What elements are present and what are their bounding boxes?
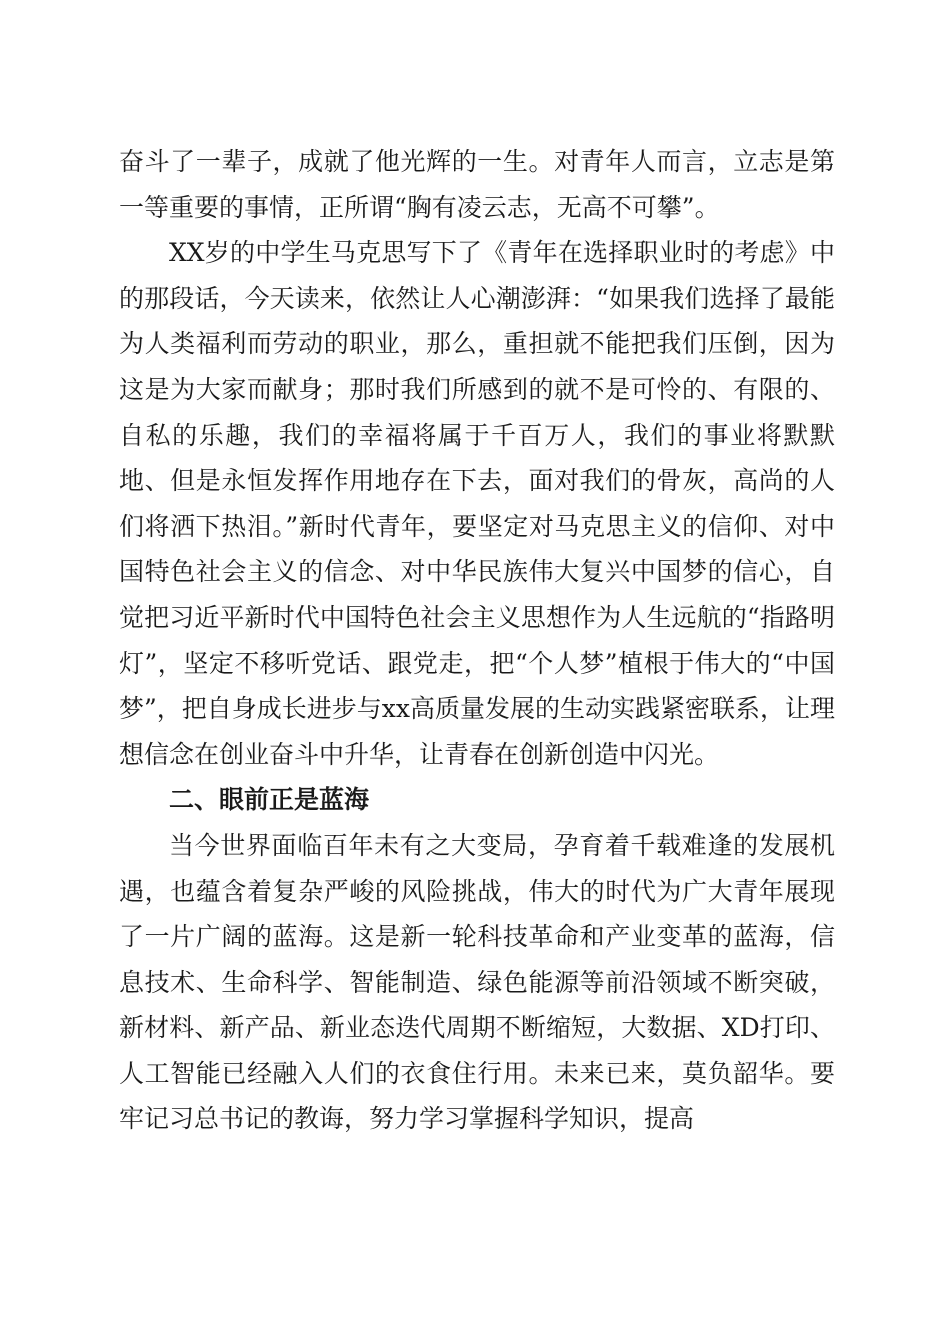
paragraph-blue-ocean: 当今世界面临百年未有之大变局，孕育着千载难逢的发展机遇，也蕴含着复杂严峻的风险挑战，伟大的时代为广大青年展现了一片广阔的蓝海。这是新一轮科技革命和产业变革的蓝海，信息技术、生命科学、智能制造、绿色能源等前沿领域不断突破，新材料、新产品、新业态迭代周期不断缩短，大数据、XD打印、人工智能已经融入人们的衣食住行用。未来已来，莫负韶华。要牢记习总书记的教诲，努力学习掌握科学知识，提高 <box>119 830 835 1134</box>
paragraph-marx-quote: XX岁的中学生马克思写下了《青年在选择职业时的考虑》中的那段话，今天读来，依然让人心潮澎湃：“如果我们选择了最能为人类福利而劳动的职业，那么，重担就不能把我们压倒，因为这是为大家而献身；那时我们所感到的就不是可怜的、有限的、自私的乐趣，我们的幸福将属于千百万人，我们的事业将默默地、但是永恒发挥作用地存在下去，面对我们的骨灰，高尚的人们将洒下热泪。”新时代青年，要坚定对马克思主义的信仰、对中国特色社会主义的信念、对中华民族伟大复兴中国梦的信心，自觉把习近平新时代中国特色社会主义思想作为人生远航的“指路明灯”，坚定不移听党话、跟党走，把“个人梦”植根于伟大的“中国梦”，把自身成长进步与xx高质量发展的生动实践紧密联系，让理想信念在创业奋斗中升华，让青春在创新创造中闪光。 <box>119 238 835 769</box>
paragraph-continued: 奋斗了一辈子，成就了他光辉的一生。对青年人而言，立志是第一等重要的事情，正所谓“胸有凌云志，无高不可攀”。 <box>119 147 835 222</box>
section-heading: 二、眼前正是蓝海 <box>169 785 370 815</box>
document-body <box>119 139 835 1142</box>
